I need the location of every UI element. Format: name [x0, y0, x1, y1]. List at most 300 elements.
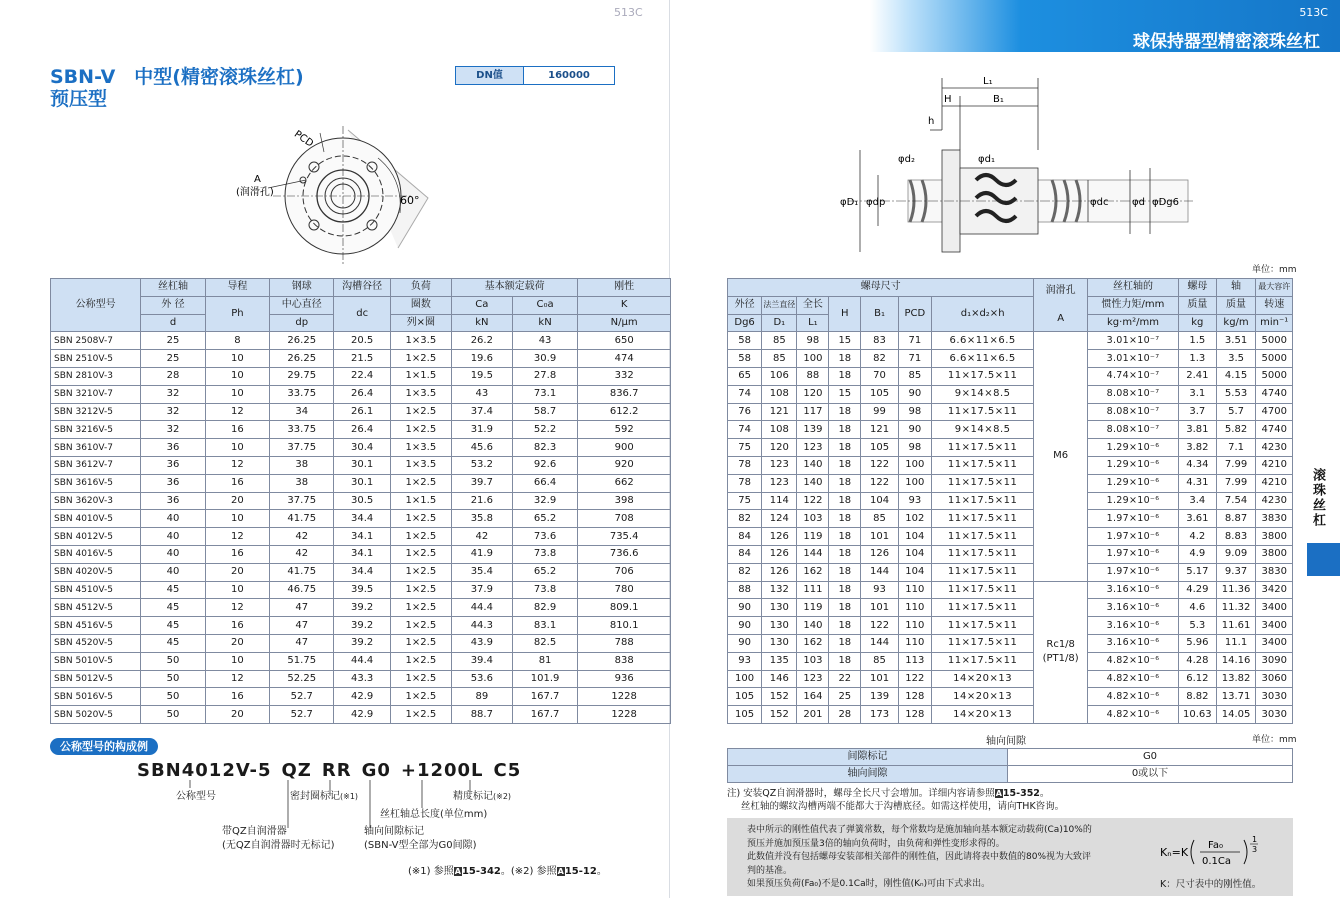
- value-cell: 101.9: [512, 670, 578, 688]
- value-cell: 1.97×10⁻⁶: [1087, 545, 1178, 563]
- table-row: [51, 563, 671, 581]
- value-cell: 8.87: [1216, 510, 1256, 528]
- value-cell: 41.75: [270, 510, 334, 528]
- dim-dc: φdc: [1090, 197, 1109, 208]
- value-cell: 102: [898, 510, 931, 528]
- value-cell: 58: [728, 332, 762, 350]
- value-cell: 6.12: [1179, 670, 1217, 688]
- value-cell: 65.2: [512, 510, 578, 528]
- value-cell: 58: [728, 350, 762, 368]
- col-load-3: 列×圈: [390, 314, 451, 332]
- banner: [870, 0, 1340, 52]
- value-cell: 1×3.5: [390, 332, 451, 350]
- col-od-2: Dg6: [728, 314, 762, 332]
- value-cell: 104: [898, 563, 931, 581]
- side-tab-marker: [1307, 543, 1340, 576]
- value-cell: 82.3: [512, 439, 578, 457]
- value-cell: 75: [728, 492, 762, 510]
- value-cell: 736.6: [578, 545, 671, 563]
- value-cell: 93: [861, 581, 899, 599]
- value-cell: 43: [512, 332, 578, 350]
- dn-value-box: [455, 66, 615, 85]
- value-cell: 11.36: [1216, 581, 1256, 599]
- value-cell: 3030: [1256, 688, 1293, 706]
- value-cell: 11×17.5×11: [931, 545, 1034, 563]
- value-cell: 11×17.5×11: [931, 528, 1034, 546]
- value-cell: 10: [205, 367, 269, 385]
- table-row: [51, 545, 671, 563]
- value-cell: 52.25: [270, 670, 334, 688]
- value-cell: 12: [205, 528, 269, 546]
- value-cell: 1×1.5: [390, 367, 451, 385]
- label-grade: 精度标记(※2): [453, 791, 512, 802]
- table-row: [728, 563, 1293, 581]
- value-cell: 36: [141, 474, 205, 492]
- value-cell: 9.37: [1216, 563, 1256, 581]
- value-cell: 90: [728, 634, 762, 652]
- value-cell: 66.4: [512, 474, 578, 492]
- value-cell: 14×20×13: [931, 688, 1034, 706]
- value-cell: 4.34: [1179, 456, 1217, 474]
- value-cell: 34.4: [334, 563, 390, 581]
- value-cell: 120: [762, 439, 797, 457]
- value-cell: 101: [861, 599, 899, 617]
- value-cell: 36: [141, 456, 205, 474]
- value-cell: 780: [578, 581, 671, 599]
- value-cell: 12: [205, 403, 269, 421]
- col-shaftmass-1: 轴: [1216, 279, 1256, 297]
- value-cell: 152: [762, 688, 797, 706]
- svg-text:1: 1: [1252, 835, 1258, 844]
- value-cell: 88.7: [451, 706, 512, 724]
- value-cell: 92.6: [512, 456, 578, 474]
- col-ca-2: kN: [451, 314, 512, 332]
- model-cell: SBN 4516V-5: [51, 617, 141, 635]
- value-cell: 8.08×10⁻⁷: [1087, 421, 1178, 439]
- value-cell: 93: [898, 492, 931, 510]
- value-cell: 1.3: [1179, 350, 1217, 368]
- value-cell: 11×17.5×11: [931, 563, 1034, 581]
- value-cell: 18: [829, 367, 861, 385]
- spec-left-body: [51, 332, 671, 724]
- value-cell: 11.61: [1216, 617, 1256, 635]
- value-cell: 15: [829, 332, 861, 350]
- value-cell: 44.3: [451, 617, 512, 635]
- value-cell: 30.5: [334, 492, 390, 510]
- table-row: [728, 670, 1293, 688]
- value-cell: 3830: [1256, 563, 1293, 581]
- value-cell: 11.1: [1216, 634, 1256, 652]
- value-cell: 810.1: [578, 617, 671, 635]
- col-lube-2: A: [1057, 313, 1065, 325]
- value-cell: 122: [898, 670, 931, 688]
- value-cell: 104: [898, 528, 931, 546]
- value-cell: 4.82×10⁻⁶: [1087, 688, 1178, 706]
- value-cell: 65: [728, 367, 762, 385]
- value-cell: 1×2.5: [390, 421, 451, 439]
- value-cell: 44.4: [334, 652, 390, 670]
- value-cell: 101: [861, 528, 899, 546]
- value-cell: 4740: [1256, 421, 1293, 439]
- value-cell: 90: [898, 421, 931, 439]
- code-part-gap: G0: [361, 760, 391, 781]
- value-cell: 16: [205, 474, 269, 492]
- value-cell: 18: [829, 634, 861, 652]
- table-row: [728, 350, 1293, 368]
- value-cell: 135: [762, 652, 797, 670]
- value-cell: 105: [728, 706, 762, 724]
- value-cell: 84: [728, 528, 762, 546]
- value-cell: 18: [829, 545, 861, 563]
- value-cell: 130: [762, 634, 797, 652]
- model-cell: SBN 5010V-5: [51, 652, 141, 670]
- value-cell: 173: [861, 706, 899, 724]
- value-cell: 11.32: [1216, 599, 1256, 617]
- dim-d2: φd₂: [898, 154, 915, 165]
- svg-text:Kₙ=K: Kₙ=K: [1160, 846, 1189, 859]
- value-cell: 5000: [1256, 332, 1293, 350]
- value-cell: 73.8: [512, 545, 578, 563]
- value-cell: 1×2.5: [390, 634, 451, 652]
- value-cell: 40: [141, 563, 205, 581]
- value-cell: 45: [141, 634, 205, 652]
- gap-value-gap: 0或以下: [1008, 766, 1293, 783]
- value-cell: 121: [861, 421, 899, 439]
- svg-text:3: 3: [1252, 845, 1258, 854]
- value-cell: 1228: [578, 706, 671, 724]
- value-cell: 26.2: [451, 332, 512, 350]
- col-shaftmass-3: kg/m: [1216, 314, 1256, 332]
- value-cell: 85: [762, 350, 797, 368]
- model-cell: SBN 3620V-3: [51, 492, 141, 510]
- value-cell: 45.6: [451, 439, 512, 457]
- value-cell: 98: [898, 403, 931, 421]
- value-cell: 15: [829, 385, 861, 403]
- table-row: [728, 385, 1293, 403]
- value-cell: 140: [797, 456, 829, 474]
- lube-cell-m6: M6: [1034, 332, 1088, 581]
- value-cell: 85: [861, 652, 899, 670]
- value-cell: 3400: [1256, 617, 1293, 635]
- value-cell: 5.17: [1179, 563, 1217, 581]
- value-cell: 98: [898, 439, 931, 457]
- table-row: [51, 332, 671, 350]
- model-cell: SBN 3616V-5: [51, 474, 141, 492]
- value-cell: 42: [451, 528, 512, 546]
- value-cell: 73.6: [512, 528, 578, 546]
- value-cell: 3090: [1256, 652, 1293, 670]
- value-cell: 38: [270, 456, 334, 474]
- value-cell: 1×2.5: [390, 688, 451, 706]
- spec-table-left: [50, 278, 671, 724]
- value-cell: 836.7: [578, 385, 671, 403]
- table-row: [728, 545, 1293, 563]
- table-row: [51, 456, 671, 474]
- col-nut-dims: 螺母尺寸: [728, 279, 1034, 297]
- value-cell: 113: [898, 652, 931, 670]
- front-view-drawing: [228, 118, 450, 268]
- value-cell: 126: [861, 545, 899, 563]
- value-cell: 9×14×8.5: [931, 421, 1034, 439]
- col-len-1: 全长: [797, 296, 829, 314]
- value-cell: 10: [205, 385, 269, 403]
- value-cell: 8.08×10⁻⁷: [1087, 385, 1178, 403]
- value-cell: 52.2: [512, 421, 578, 439]
- col-ca-1: Ca: [451, 296, 512, 314]
- value-cell: 1×2.5: [390, 617, 451, 635]
- value-cell: 920: [578, 456, 671, 474]
- value-cell: 3.7: [1179, 403, 1217, 421]
- value-cell: 37.4: [451, 403, 512, 421]
- side-tab-label: 滚珠丝杠: [1310, 468, 1325, 528]
- value-cell: 51.75: [270, 652, 334, 670]
- value-cell: 1×2.5: [390, 474, 451, 492]
- value-cell: 3060: [1256, 670, 1293, 688]
- value-cell: 52.7: [270, 688, 334, 706]
- table-row: [728, 528, 1293, 546]
- page-title: [50, 66, 304, 110]
- gap-value-mark: G0: [1008, 749, 1293, 766]
- value-cell: 1.29×10⁻⁶: [1087, 492, 1178, 510]
- value-cell: 18: [829, 492, 861, 510]
- label-length: 丝杠轴总长度(单位mm): [380, 809, 488, 820]
- value-cell: 126: [762, 528, 797, 546]
- value-cell: 1×2.5: [390, 350, 451, 368]
- value-cell: 42.9: [334, 688, 390, 706]
- value-cell: 81: [512, 652, 578, 670]
- table-row: [51, 617, 671, 635]
- table-row: [51, 599, 671, 617]
- value-cell: 5000: [1256, 350, 1293, 368]
- value-cell: 82: [728, 510, 762, 528]
- value-cell: 20: [205, 634, 269, 652]
- value-cell: 3400: [1256, 599, 1293, 617]
- value-cell: 71: [898, 332, 931, 350]
- value-cell: 123: [762, 456, 797, 474]
- unit-label-top: 单位：mm: [1252, 265, 1297, 275]
- value-cell: 100: [728, 670, 762, 688]
- model-code-references: (※1) 参照A15-342。(※2) 参照A15-12。: [408, 866, 607, 877]
- value-cell: 43.3: [334, 670, 390, 688]
- col-inertia-3: kg·m²/mm: [1087, 314, 1178, 332]
- value-cell: 1×2.5: [390, 403, 451, 421]
- value-cell: 76: [728, 403, 762, 421]
- value-cell: 1.97×10⁻⁶: [1087, 528, 1178, 546]
- value-cell: 5.3: [1179, 617, 1217, 635]
- dim-d1: φd₁: [978, 154, 995, 165]
- value-cell: 1×2.5: [390, 563, 451, 581]
- value-cell: 11×17.5×11: [931, 456, 1034, 474]
- value-cell: 121: [762, 403, 797, 421]
- model-cell: SBN 3612V-7: [51, 456, 141, 474]
- value-cell: 35.8: [451, 510, 512, 528]
- value-cell: 12: [205, 456, 269, 474]
- value-cell: 1×3.5: [390, 439, 451, 457]
- value-cell: 123: [762, 474, 797, 492]
- value-cell: 39.4: [451, 652, 512, 670]
- value-cell: 104: [898, 545, 931, 563]
- value-cell: 3.16×10⁻⁶: [1087, 634, 1178, 652]
- label-seal: 密封圈标记(※1): [290, 791, 359, 802]
- value-cell: 7.54: [1216, 492, 1256, 510]
- table-row: [51, 421, 671, 439]
- model-cell: SBN 4012V-5: [51, 528, 141, 546]
- side-view-drawing: [838, 70, 1198, 260]
- table-row: [51, 492, 671, 510]
- value-cell: 8.83: [1216, 528, 1256, 546]
- lube-hole-label: (润滑孔): [236, 187, 274, 198]
- value-cell: 11×17.5×11: [931, 599, 1034, 617]
- table-row: [728, 421, 1293, 439]
- value-cell: 26.25: [270, 332, 334, 350]
- value-cell: 98: [797, 332, 829, 350]
- value-cell: 47: [270, 617, 334, 635]
- table-row: [728, 492, 1293, 510]
- col-rigid-2: K: [578, 296, 671, 314]
- value-cell: 44.4: [451, 599, 512, 617]
- gap-key-gap: 轴向间隙: [728, 766, 1008, 783]
- value-cell: 82: [728, 563, 762, 581]
- value-cell: 32: [141, 385, 205, 403]
- value-cell: 26.4: [334, 421, 390, 439]
- value-cell: 1×2.5: [390, 670, 451, 688]
- value-cell: 650: [578, 332, 671, 350]
- value-cell: 167.7: [512, 688, 578, 706]
- value-cell: 41.9: [451, 545, 512, 563]
- value-cell: 6.6×11×6.5: [931, 332, 1034, 350]
- value-cell: 124: [762, 510, 797, 528]
- value-cell: 16: [205, 617, 269, 635]
- value-cell: 119: [797, 599, 829, 617]
- value-cell: 152: [762, 706, 797, 724]
- value-cell: 88: [797, 367, 829, 385]
- col-B1: B₁: [861, 296, 899, 332]
- value-cell: 1×3.5: [390, 456, 451, 474]
- col-fl-1: 法兰直径: [762, 296, 797, 314]
- value-cell: 89: [451, 688, 512, 706]
- value-cell: 85: [898, 367, 931, 385]
- value-cell: 19.6: [451, 350, 512, 368]
- value-cell: 5.7: [1216, 403, 1256, 421]
- value-cell: 4.31: [1179, 474, 1217, 492]
- value-cell: 5000: [1256, 367, 1293, 385]
- value-cell: 612.2: [578, 403, 671, 421]
- value-cell: 37.75: [270, 492, 334, 510]
- col-c0a-2: kN: [512, 314, 578, 332]
- value-cell: 3830: [1256, 510, 1293, 528]
- value-cell: 33.75: [270, 385, 334, 403]
- value-cell: 30.1: [334, 456, 390, 474]
- value-cell: 119: [797, 528, 829, 546]
- col-fl-2: D₁: [762, 314, 797, 332]
- value-cell: 18: [829, 421, 861, 439]
- value-cell: 18: [829, 439, 861, 457]
- value-cell: 18: [829, 617, 861, 635]
- value-cell: 71: [898, 350, 931, 368]
- gap-table: [727, 748, 1293, 783]
- value-cell: 10: [205, 581, 269, 599]
- value-cell: 105: [728, 688, 762, 706]
- col-lube-1: 润滑孔: [1045, 285, 1076, 297]
- value-cell: 1228: [578, 688, 671, 706]
- value-cell: 73.8: [512, 581, 578, 599]
- value-cell: 3.01×10⁻⁷: [1087, 350, 1178, 368]
- value-cell: 735.4: [578, 528, 671, 546]
- value-cell: 4.28: [1179, 652, 1217, 670]
- value-cell: 18: [829, 510, 861, 528]
- value-cell: 21.6: [451, 492, 512, 510]
- value-cell: 34.1: [334, 528, 390, 546]
- col-load-2: 圈数: [390, 296, 451, 314]
- value-cell: 4.6: [1179, 599, 1217, 617]
- value-cell: 46.75: [270, 581, 334, 599]
- value-cell: 10: [205, 350, 269, 368]
- value-cell: 1×2.5: [390, 599, 451, 617]
- value-cell: 9×14×8.5: [931, 385, 1034, 403]
- table-row: [51, 688, 671, 706]
- value-cell: 14.05: [1216, 706, 1256, 724]
- value-cell: 114: [762, 492, 797, 510]
- col-shaftmass-2: 质量: [1216, 296, 1256, 314]
- table-row: [728, 581, 1293, 599]
- value-cell: 30.4: [334, 439, 390, 457]
- value-cell: 26.1: [334, 403, 390, 421]
- value-cell: 126: [762, 563, 797, 581]
- value-cell: 788: [578, 634, 671, 652]
- value-cell: 6.6×11×6.5: [931, 350, 1034, 368]
- value-cell: 52.7: [270, 706, 334, 724]
- model-cell: SBN 2810V-3: [51, 367, 141, 385]
- value-cell: 25: [141, 350, 205, 368]
- col-lead-2: Ph: [205, 296, 269, 332]
- label-qz: 带QZ自润滑器 (无QZ自润滑器时无标记): [222, 826, 335, 851]
- value-cell: 100: [797, 350, 829, 368]
- value-cell: 88: [728, 581, 762, 599]
- value-cell: 40: [141, 528, 205, 546]
- value-cell: 592: [578, 421, 671, 439]
- table-row: [51, 350, 671, 368]
- value-cell: 26.4: [334, 385, 390, 403]
- value-cell: 108: [762, 385, 797, 403]
- col-shaft-1: 丝杠轴: [141, 279, 205, 297]
- value-cell: 3800: [1256, 528, 1293, 546]
- banner-title: 球保持器型精密滚珠丝杠: [1133, 32, 1320, 52]
- value-cell: 11×17.5×11: [931, 510, 1034, 528]
- model-code-example: [137, 760, 531, 781]
- value-cell: 45: [141, 599, 205, 617]
- value-cell: 74: [728, 385, 762, 403]
- note-1: 注) 安装QZ自润滑器时，螺母全长尺寸会增加。详细内容请参照A15-352。: [727, 788, 1050, 799]
- page-number-right: 513C: [1299, 6, 1328, 19]
- value-cell: 122: [861, 617, 899, 635]
- dim-d: φd: [1132, 197, 1145, 208]
- rigidity-formula: [1160, 832, 1280, 872]
- value-cell: 140: [797, 474, 829, 492]
- value-cell: 85: [861, 510, 899, 528]
- col-nutmass-2: 质量: [1179, 296, 1217, 314]
- label-gap: 轴向间隙标记 (SBN-V型全部为G0间隙): [364, 826, 477, 851]
- value-cell: 14×20×13: [931, 706, 1034, 724]
- value-cell: 74: [728, 421, 762, 439]
- value-cell: 7.99: [1216, 456, 1256, 474]
- value-cell: 139: [797, 421, 829, 439]
- value-cell: 123: [797, 439, 829, 457]
- model-cell: SBN 3212V-5: [51, 403, 141, 421]
- value-cell: 53.2: [451, 456, 512, 474]
- value-cell: 30.1: [334, 474, 390, 492]
- col-shaft-2: 外 径: [141, 296, 205, 314]
- col-nutmass-1: 螺母: [1179, 279, 1217, 297]
